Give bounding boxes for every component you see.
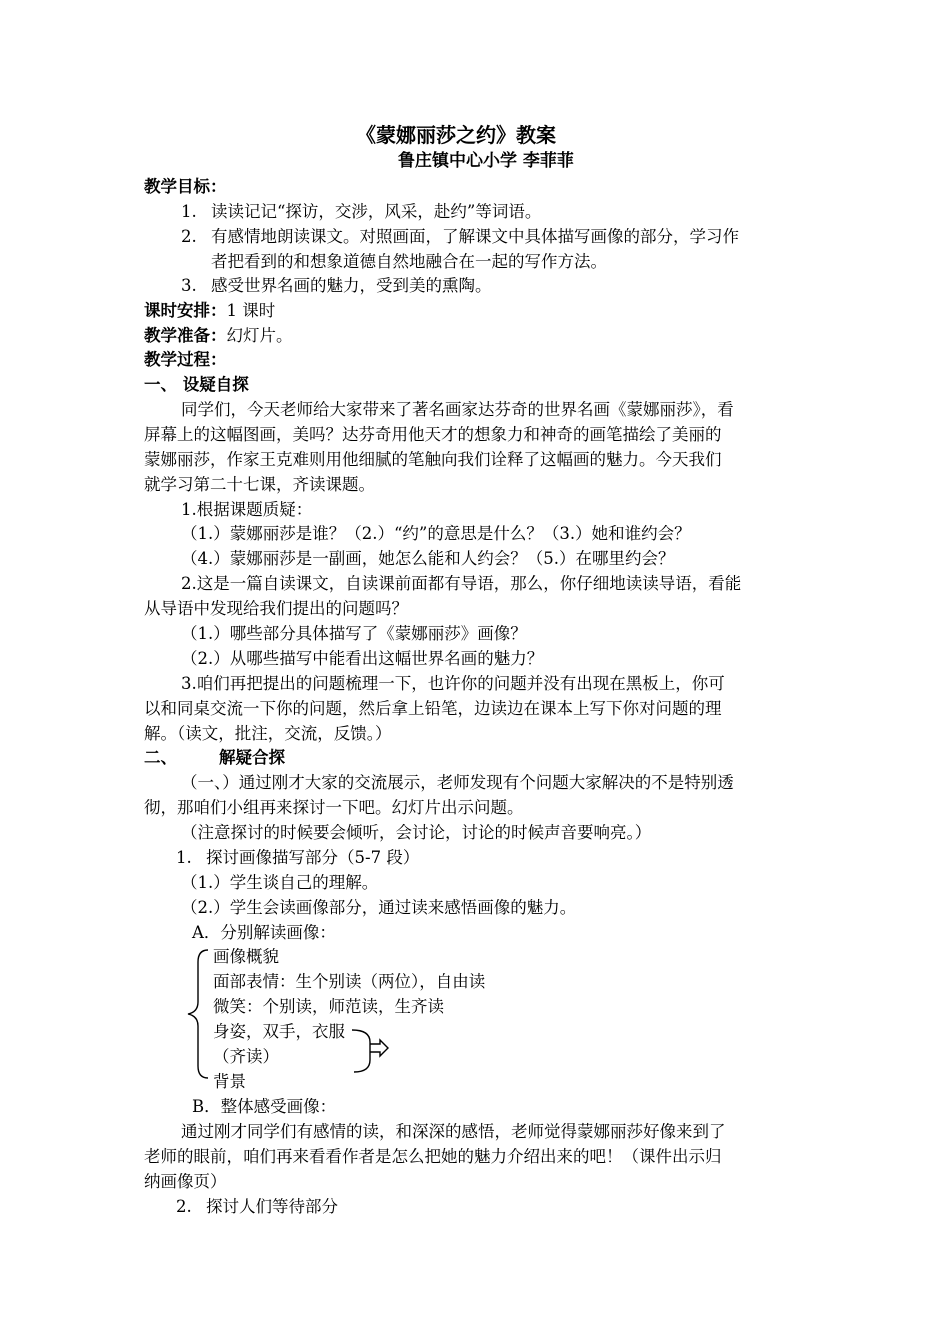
goal-item-1 bbox=[181, 200, 541, 224]
list-item: （齐读） bbox=[213, 1047, 279, 1066]
section2-heading bbox=[144, 746, 285, 770]
section2-p2-2: 老师的眼前，咱们再来看看作者是怎么把她的魅力介绍出来的吧！（课件出示归 bbox=[144, 1147, 722, 1166]
section2-s2: （2.）学生会读画像部分，通过读来感悟画像的魅力。 bbox=[181, 898, 577, 917]
section1-intro-2: 屏幕上的这幅图画，美吗？达芬奇用他天才的想象力和神奇的画笔描绘了美丽的 bbox=[144, 425, 722, 444]
section2-s1: （1.）学生谈自己的理解。 bbox=[181, 873, 379, 892]
section1-q2-1: 2.这是一篇自读课文，自读课前面都有导语，那么，你仔细地读读导语，看能 bbox=[181, 574, 742, 593]
list-item: 身姿，双手，衣服 bbox=[213, 1022, 345, 1041]
process-heading: 教学过程： bbox=[144, 350, 227, 369]
section1-heading: 一、 设疑自探 bbox=[144, 375, 249, 394]
section2-heading-text: 解疑合探 bbox=[219, 748, 285, 767]
goal-item-2 bbox=[181, 225, 739, 249]
goal-text: 感受世界名画的魅力，受到美的熏陶。 bbox=[211, 276, 492, 295]
goal-num: 1. bbox=[181, 202, 197, 221]
section1-q2b: （2.）从哪些描写中能看出这幅世界名画的魅力？ bbox=[181, 649, 544, 668]
section1-q1a: （1.）蒙娜丽莎是谁？（2.）“约”的意思是什么？（3.）她和谁约会？ bbox=[181, 524, 691, 543]
item-text: 探讨人们等待部分 bbox=[206, 1197, 338, 1216]
section2-item1 bbox=[176, 846, 419, 870]
section2-A: A．分别解读画像： bbox=[192, 923, 336, 942]
schedule-label: 课时安排： bbox=[144, 301, 227, 320]
section2-p1-1: （一、）通过刚才大家的交流展示，老师发现有个问题大家解决的不是特别透 bbox=[181, 773, 734, 792]
section1-q2-2: 从导语中发现给我们提出的问题吗？ bbox=[144, 599, 408, 618]
section2-B: B．整体感受画像： bbox=[192, 1097, 337, 1116]
goal-item-3 bbox=[181, 274, 492, 298]
prep-line bbox=[144, 324, 293, 348]
section1-intro-4: 就学习第二十七课，齐读课题。 bbox=[144, 475, 375, 494]
doc-title: 《蒙娜丽莎之约》教案 bbox=[356, 123, 556, 147]
arrow-right-icon bbox=[370, 1040, 388, 1056]
section2-note: （注意探讨的时候要会倾听，会讨论，讨论的时候声音要响亮。） bbox=[181, 823, 652, 842]
goal-text: 读读记记“探访，交涉，风采，赴约”等词语。 bbox=[211, 202, 542, 221]
section2-p2-1: 通过刚才同学们有感情的读，和深深的感悟，老师觉得蒙娜丽莎好像来到了 bbox=[181, 1122, 726, 1141]
section1-intro-3: 蒙娜丽莎，作家王克难则用他细腻的笔触向我们诠释了这幅画的魅力。今天我们 bbox=[144, 450, 722, 469]
prep-label: 教学准备： bbox=[144, 326, 227, 345]
section2-item2 bbox=[176, 1195, 338, 1219]
prep-value: 幻灯片。 bbox=[226, 326, 293, 345]
section1-q3-1: 3.咱们再把提出的问题梳理一下，也许你的问题并没有出现在黑板上，你可 bbox=[181, 674, 725, 693]
section1-q3-3: 解。（读文，批注，交流，反馈。） bbox=[144, 724, 392, 743]
section1-q1b: （4.）蒙娜丽莎是一副画，她怎么能和人约会？（5.）在哪里约会？ bbox=[181, 549, 675, 568]
section1-q1: 1.根据课题质疑： bbox=[181, 500, 313, 519]
goals-heading: 教学目标： bbox=[144, 177, 227, 196]
section2-p1-2: 彻，那咱们小组再来探讨一下吧。幻灯片出示问题。 bbox=[144, 798, 524, 817]
doc-author: 鲁庄镇中心小学 李菲菲 bbox=[398, 151, 574, 171]
list-item: 画像概貌 bbox=[213, 947, 279, 966]
item-num: 2. bbox=[176, 1197, 192, 1216]
item-num: 1. bbox=[176, 848, 192, 867]
list-item: 微笑：个别读，师范读，生齐读 bbox=[213, 997, 444, 1016]
list-item: 背景 bbox=[213, 1072, 246, 1091]
section1-q3-2: 以和同桌交流一下你的问题，然后拿上铅笔，边读边在课本上写下你对问题的理 bbox=[144, 699, 722, 718]
list-item: 面部表情：生个别读（两位），自由读 bbox=[213, 972, 486, 991]
section2-heading-num: 二、 bbox=[144, 748, 177, 767]
schedule-value: 1 课时 bbox=[226, 301, 276, 320]
goal-item-2-cont: 者把看到的和想象道德自然地融合在一起的写作方法。 bbox=[211, 252, 607, 271]
right-bracket bbox=[352, 1030, 370, 1072]
goal-num: 2. bbox=[181, 227, 197, 246]
left-brace bbox=[188, 950, 208, 1078]
goal-text: 有感情地朗读课文。对照画面，了解课文中具体描写画像的部分，学习作 bbox=[211, 227, 739, 246]
section2-p2-3: 纳画像页） bbox=[144, 1172, 227, 1191]
item-text: 探讨画像描写部分（5-7 段） bbox=[206, 848, 420, 867]
goal-num: 3. bbox=[181, 276, 197, 295]
section1-q2a: （1.）哪些部分具体描写了《蒙娜丽莎》画像？ bbox=[181, 624, 527, 643]
section1-intro-1: 同学们，今天老师给大家带来了著名画家达芬奇的世界名画《蒙娜丽莎》，看 bbox=[181, 400, 734, 419]
schedule-line bbox=[144, 299, 275, 323]
